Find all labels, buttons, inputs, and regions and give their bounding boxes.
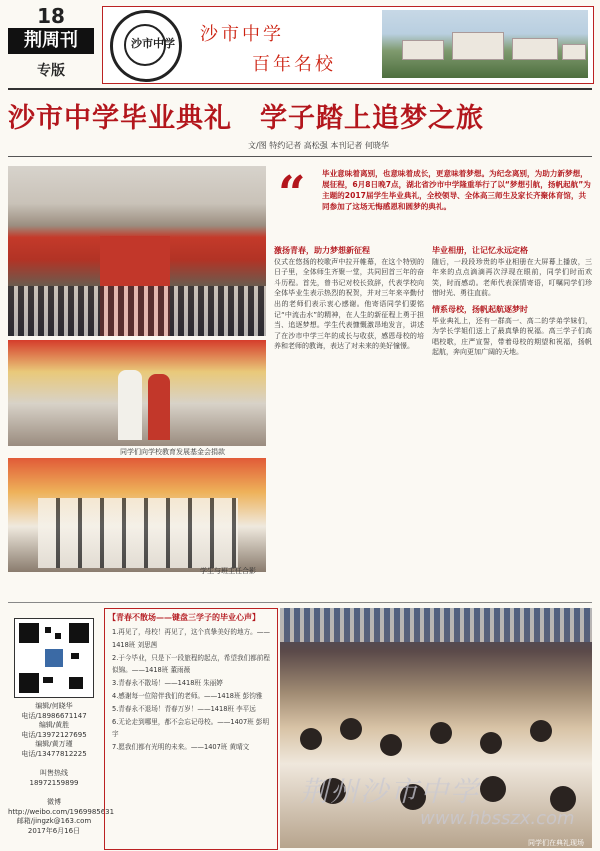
article-column-1 — [274, 246, 424, 352]
ceremony-photo — [8, 166, 266, 336]
section1-heading: 激扬青春，助力梦想新征程 — [274, 246, 370, 255]
section-label: 专版 — [37, 63, 65, 79]
qr-code — [14, 618, 94, 698]
byline-rule — [8, 156, 592, 157]
quote-mark-icon: “ — [278, 166, 306, 222]
article-column-2 — [432, 246, 592, 358]
section1-body: 仪式在悠扬的校歌声中拉开帷幕，在这个特别的日子里，全体师生齐聚一堂，共同回首三年的奋斗历程。首先，曾书记对校长致辞，代表学校向全体毕业生表示热烈的祝贺，并对三年来辛勤付出的老师们表示衷心感谢。他寄语同学们要铭记“中流击水”的精神，在人生的新征程上勇于担当、追逐梦想。学生代表慷慨激昂地发言，讲述了在沙市中学三年的成长与收获，感恩母校的培养和老师的教诲，表达了对未来的美好憧憬。 — [274, 257, 424, 351]
photo4-caption: 同学们在典礼现场 — [528, 839, 584, 847]
section2-body: 随后，一段段珍贵的毕业相册在大屏幕上播放，三年来的点点滴滴再次浮现在眼前，同学们时而欢笑，时而感动。老师代表深情寄语，叮嘱同学们珍惜时光、勇往直前。 — [432, 257, 592, 298]
message-box-heading: 【青春不散场——键盘三学子的毕业心声】 — [108, 613, 260, 622]
watermark: 荆州沙市中学 — [300, 775, 481, 808]
photo3-caption: 学生与班主任合影 — [200, 567, 256, 575]
lead-paragraph: 毕业意味着离别，也意味着成长，更意味着梦想。为纪念离别，为助力新梦想，展征程，6月8日晚7点，湖北省沙市中学隆重举行了以“梦想引航，扬帆起航”为主题的2017届学生毕业典礼，全校领导、全体高三师生及家长齐聚体育馆，共同参加了这场无悔感恩和圆梦的典礼。 — [322, 169, 591, 211]
byline: 文/图 特约记者 高松强 本刊记者 何晓华 — [248, 141, 389, 150]
section3-heading: 情系母校，扬帆起航逐梦时 — [432, 304, 528, 314]
watermark-url: www.hbsszx.com — [420, 808, 575, 829]
section3-body: 毕业典礼上，还有一群高一、高二的学弟学妹们，为学长学姐们送上了最真挚的祝福。高三学子们高唱校歌，庄严宣誓，带着母校的期望和祝福，扬帆起航，奔向更加广阔的天地。 — [432, 316, 592, 357]
seal-text: 沙市中学 — [131, 37, 175, 50]
banner-line2: 百年名校 — [252, 54, 336, 75]
section2-heading: 毕业相册，让记忆永远定格 — [432, 246, 528, 255]
contact-info: 编辑/何晓华 电话/18986671147 编辑/黄胜 电话/13972127695 编辑/黄万瑾 电话/13477812225 叫售热线 18972159899 微博 http://weibo.com/1969985631 邮箱/jingzk@163.com 2017年6月16日 — [8, 702, 115, 835]
headline: 沙市中学毕业典礼 学子踏上追梦之旅 — [8, 103, 484, 134]
page-number: 18 — [37, 4, 65, 28]
section-divider — [8, 602, 592, 603]
donation-photo — [8, 340, 266, 446]
class-photo — [8, 458, 266, 572]
banner-line1: 沙市中学 — [200, 24, 284, 45]
paper-name: 荆周刊 — [8, 28, 94, 54]
campus-aerial-image — [382, 10, 588, 78]
header-rule — [8, 88, 592, 90]
photo2-caption: 同学们向学校教育发展基金会捐款 — [120, 448, 225, 456]
message-box-body: 1.再见了，母校！再见了，这个真挚美好的地方。——1418班 刘思茜 2.于今毕业，只是下一段旅程的起点，希望我们都前程似锦。——1418班 董雨薇 3.青春永不散场！——1418班 朱丽婷 4.感谢每一位陪伴我们的老师。——1418班 彭钧雅 5.青春永不退场！青春万岁！——1418班 李平远 6.无论走到哪里，都不会忘记母校。——1407班 彭明宇 7.愿我们都有光明的未来。——1407班 黄晴文 — [112, 628, 270, 752]
